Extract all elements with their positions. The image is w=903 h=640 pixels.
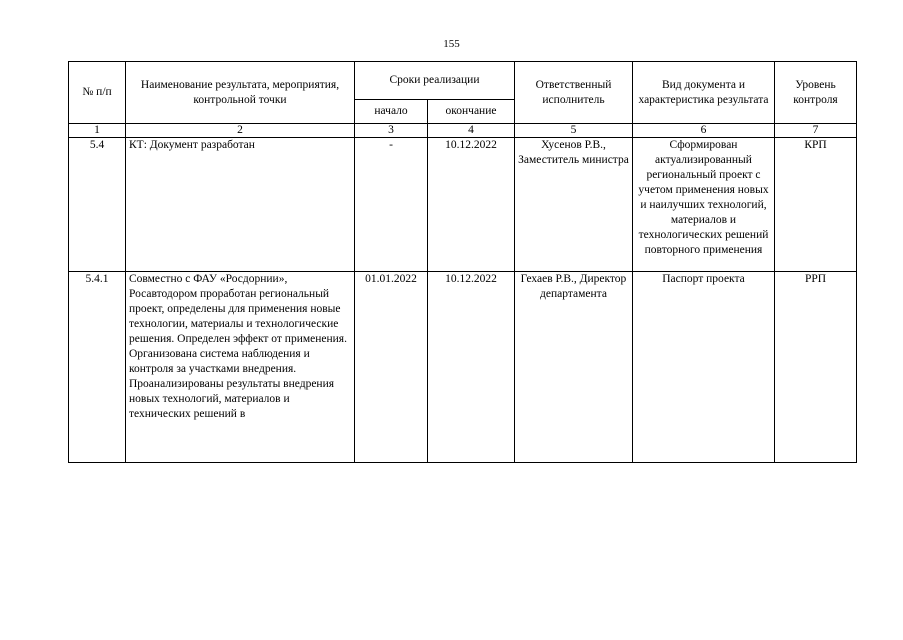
row-responsible: Хусенов Р.В., Заместитель министра (515, 138, 633, 272)
column-number: 1 (69, 124, 126, 138)
page-number: 155 (443, 38, 460, 50)
row-name: Совместно с ФАУ «Росдорнии», Росавтодором проработан региональный проект, определены для применения новые технологии, материалы и технологические решения. Определен эффект от применения. Организована система наблюдения и контроля за участками внедрения. Проанализированы результаты внедрения новых технологий, материалов и технических решений в (126, 272, 355, 463)
column-number: 7 (775, 124, 857, 138)
row-doc: Паспорт проекта (633, 272, 775, 463)
row-end: 10.12.2022 (428, 272, 515, 463)
row-start: - (355, 138, 428, 272)
header-dates: Сроки реализации (355, 62, 515, 100)
row-level: РРП (775, 272, 857, 463)
header-level: Уровень контроля (775, 62, 857, 124)
column-number: 2 (126, 124, 355, 138)
results-table (68, 61, 857, 463)
row-end: 10.12.2022 (428, 138, 515, 272)
header-row-1 (69, 62, 857, 100)
column-number: 6 (633, 124, 775, 138)
header-start: начало (355, 100, 428, 124)
row-num: 5.4 (69, 138, 126, 272)
column-number: 3 (355, 124, 428, 138)
header-doc: Вид документа и характеристика результата (633, 62, 775, 124)
column-number-row (69, 124, 857, 138)
header-name: Наименование результата, мероприятия, контрольной точки (126, 62, 355, 124)
row-doc: Сформирован актуализированный региональный проект с учетом применения новых и наилучших технологий, материалов и технологических решений повторного применения (633, 138, 775, 272)
table-row (69, 138, 857, 272)
row-name: КТ: Документ разработан (126, 138, 355, 272)
column-number: 5 (515, 124, 633, 138)
row-level: КРП (775, 138, 857, 272)
header-responsible: Ответственный исполнитель (515, 62, 633, 124)
column-number: 4 (428, 124, 515, 138)
table-row (69, 272, 857, 463)
row-start: 01.01.2022 (355, 272, 428, 463)
row-num: 5.4.1 (69, 272, 126, 463)
row-responsible: Гехаев Р.В., Директор департамента (515, 272, 633, 463)
header-end: окончание (428, 100, 515, 124)
header-num: № п/п (69, 62, 126, 124)
